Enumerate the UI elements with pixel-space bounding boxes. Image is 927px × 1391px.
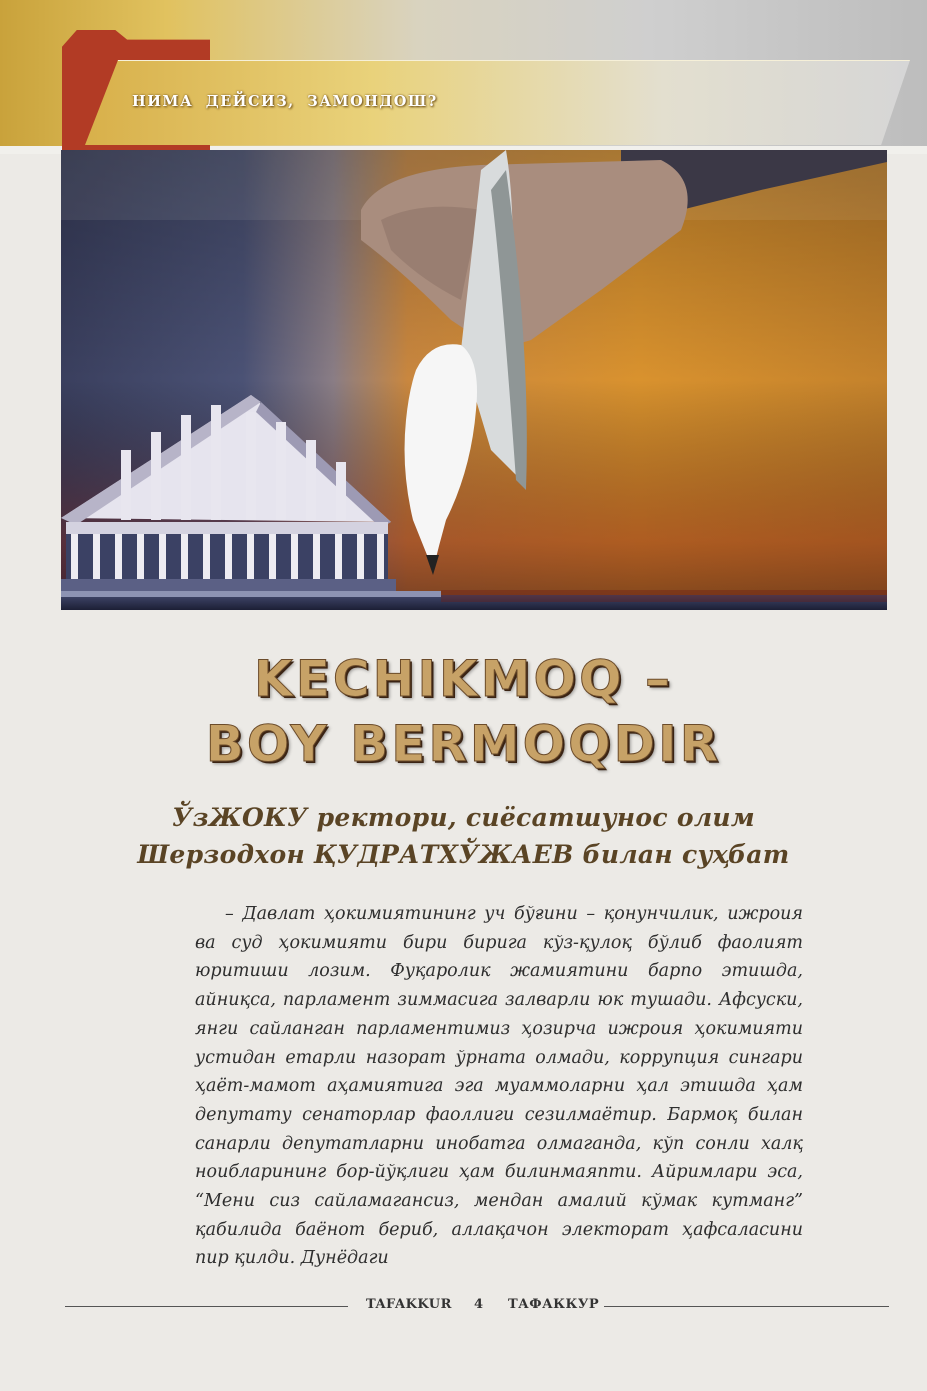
footer-rule-right (604, 1306, 889, 1307)
article-title-line1: KECHIKMOQ – (254, 650, 673, 708)
article-subtitle-line2: Шерзодхон ҚУДРАТХЎЖАЕВ билан суҳбат (137, 840, 790, 869)
footer-label-left: TAFAKKUR (366, 1297, 452, 1312)
article-body: – Давлат ҳокимиятининг уч бўғини – қонунчилик, ижроия ва суд ҳокимияти бири бирига кўз-қулоқ бўлиб фаолият юритиши лозим. Фуқаролик жамиятини барпо этишда, айниқса, парламент зиммасига залварли юк тушади. Афсуски, янги сайланган парламентимиз ҳозирча ижроия ҳокимияти устидан етарли назорат ўрната олмади, коррупция сингари ҳаёт-мамот аҳамиятига эга муаммоларни ҳал этишда ҳам депутату сенаторлар фаоллиги сезилмаётир. Бармоқ билан санарли депутатларни инобатга олмаганда, кўп сонли халқ ноибларининг бор-йўқлиги ҳам билинмаяпти. Айримлари эса, “Мени сиз сайламагансиз, мендан амалий кўмак кутманг” қабилида баёнот бериб, аллақачон электорат ҳафсаласини пир қилди. Дунёдаги (195, 904, 803, 1269)
section-title: НИМА ДЕЙСИЗ, ЗАМОНДОШ? (132, 93, 438, 110)
ballot-in-hand-over-parliament-building-icon (61, 150, 887, 610)
article-subtitle-line1: ЎзЖОКУ ректори, сиёсатшунос олим (172, 803, 755, 832)
footer-label-right: ТАФАККУР (508, 1297, 600, 1312)
article-title-line2: BOY BERMOQDIR (205, 715, 722, 773)
page-number: 4 (474, 1297, 484, 1312)
footer-rule-left (65, 1306, 348, 1307)
